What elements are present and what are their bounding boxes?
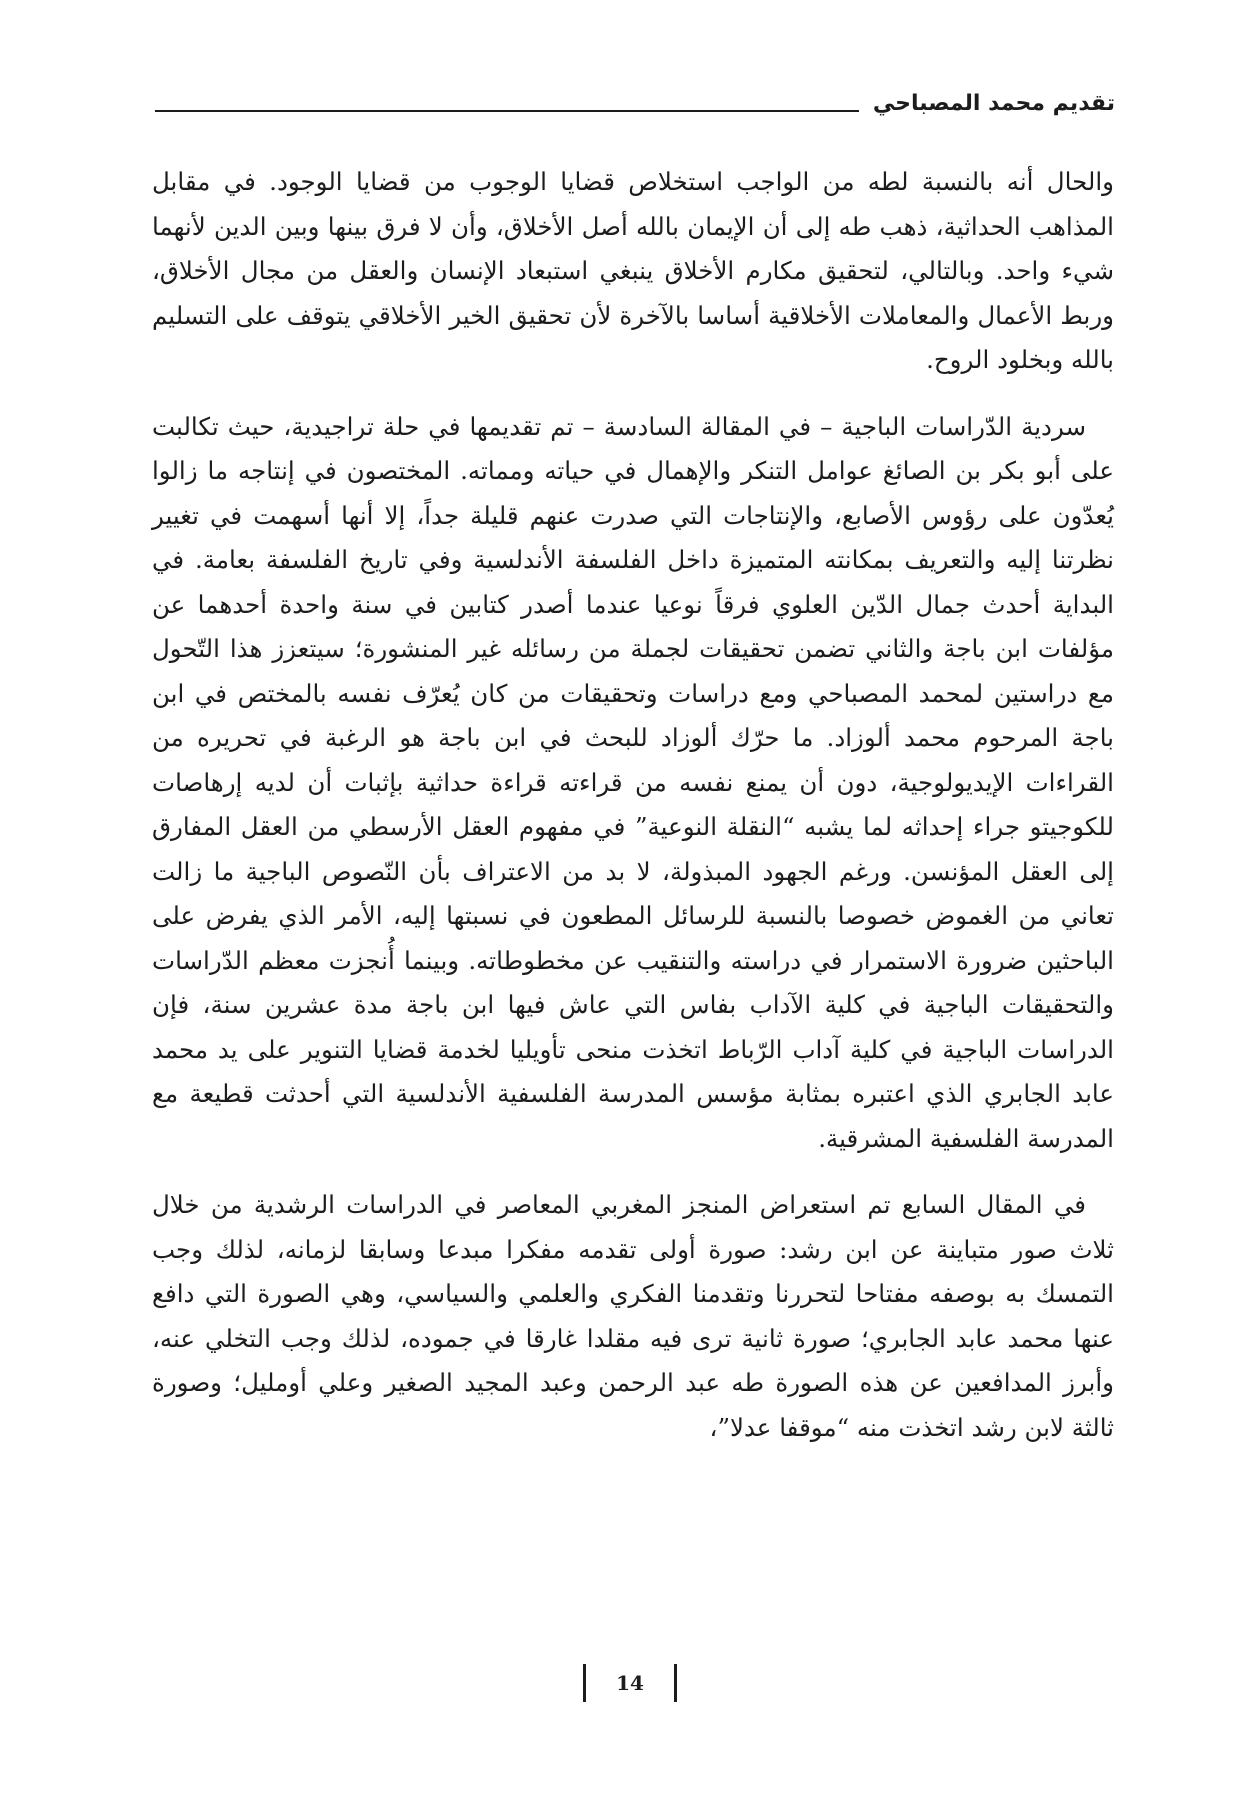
paragraph-1: والحال أنه بالنسبة لطه من الواجب استخلاص قضايا الوجوب من قضايا الوجود. في مقابل المذاهب الحداثية، ذهب طه إلى أن الإيمان بالله أصل الأخلاق، وأن لا فرق بينها وبين الدين لأنهما شيء واحد. وبالتالي، لتحقيق مكارم الأخلاق ينبغي استبعاد الإنسان والعقل من مجال الأخلاق، وربط الأعمال والمعاملات الأخلاقية أساسا بالآخرة لأن تحقيق الخير الأخلاقي يتوقف على التسليم بالله وبخلود الروح. [152,167,1114,374]
body-text [152,160,1114,1450]
page-number: 14 [616,1671,644,1695]
folio-bar-right [674,1664,677,1702]
paragraph-2: سردية الدّراسات الباجية – في المقالة السادسة – تم تقديمها في حلة تراجيدية، حيث تكالبت على أبو بكر بن الصائغ عوامل التنكر والإهمال في حياته ومماته. المختصون في إنتاجه ما زالوا يُعدّون على رؤوس الأصابع، والإنتاجات التي صدرت عنهم قليلة جداً، إلا أنها أسهمت في تغيير نظرتنا إليه والتعريف بمكانته المتميزة داخل الفلسفة الأندلسية وفي تاريخ الفلسفة بعامة. في البداية أحدث جمال الدّين العلوي فرقاً نوعيا عندما أصدر كتابين في سنة واحدة أحدهما عن مؤلفات ابن باجة والثاني تضمن تحقيقات لجملة من رسائله غير المنشورة؛ سيتعزز هذا التّحول مع دراستين لمحمد المصباحي ومع دراسات وتحقيقات من كان يُعرّف نفسه بالمختص في ابن باجة المرحوم محمد ألوزاد. ما حرّك ألوزاد للبحث في ابن باجة هو الرغبة في تحريره من القراءات الإيديولوجية، دون أن يمنع نفسه من قراءته قراءة حداثية بإثبات أن لديه إرهاصات للكوجيتو جراء إحداثه لما يشبه “النقلة النوعية” في مفهوم العقل الأرسطي من العقل المفارق إلى العقل المؤنسن. ورغم الجهود المبذولة، لا بد من الاعتراف بأن النّصوص الباجية ما زالت تعاني من الغموض خصوصا بالنسبة للرسائل المطعون في نسبتها إليه، الأمر الذي يفرض على الباحثين ضرورة الاستمرار في دراسته والتنقيب عن مخطوطاته. وبينما أُنجزت معظم الدّراسات والتحقيقات الباجية في كلية الآداب بفاس التي عاش فيها ابن باجة مدة عشرين سنة، فإن الدراسات الباجية في كلية آداب الرّباط اتخذت منحى تأويليا لخدمة قضايا التنوير على يد محمد عابد الجابري الذي اعتبره بمثابة مؤسس المدرسة الفلسفية الأندلسية التي أحدثت قطيعة مع المدرسة الفلسفية المشرقية. [152,411,1114,1153]
paragraph-3: في المقال السابع تم استعراض المنجز المغربي المعاصر في الدراسات الرشدية من خلال ثلاث صور متباينة عن ابن رشد: صورة أولى تقدمه مفكرا مبدعا وسابقا لزمانه، لذلك وجب التمسك به بوصفه مفتاحا لتحررنا وتقدمنا الفكري والعلمي والسياسي، وهي الصورة التي دافع عنها محمد عابد الجابري؛ صورة ثانية ترى فيه مقلدا غارقا في جموده، لذلك وجب التخلي عنه، وأبرز المدافعين عن هذه الصورة طه عبد الرحمن وعبد المجيد الصغير وعلي أومليل؛ وصورة ثالثة لابن رشد اتخذت منه “موقفا عدلا”، [152,1190,1114,1442]
page-footer [0,1664,1260,1702]
running-header-title: تقديم محمد المصباحي [872,91,1115,116]
header-rule [155,110,859,112]
running-header [155,88,1115,118]
